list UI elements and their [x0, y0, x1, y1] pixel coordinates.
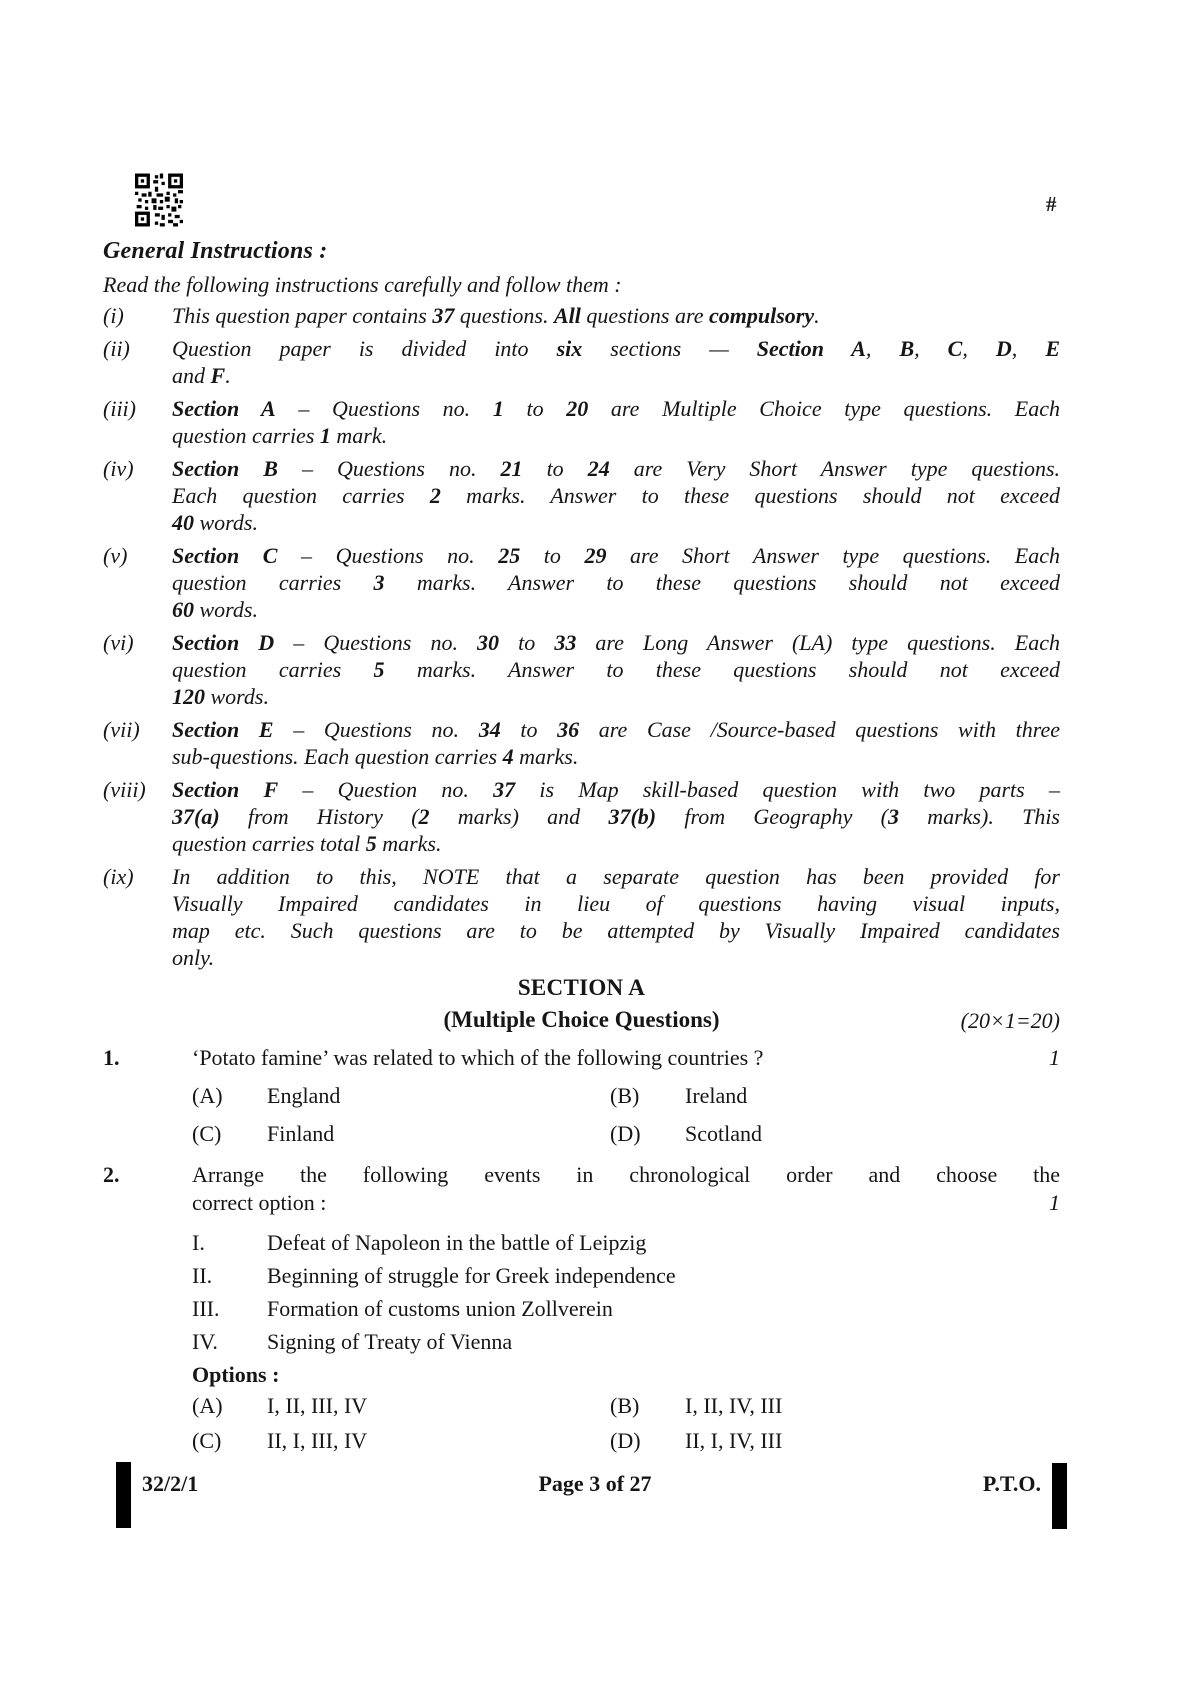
instruction-line: Section E – Questions no. 34 to 36 are Case /Source-based questions with three: [172, 717, 1061, 742]
section-subtitle: (Multiple Choice Questions): [443, 1007, 720, 1032]
event-text: Signing of Treaty of Vienna: [267, 1329, 513, 1354]
option-letter: (B): [610, 1393, 640, 1418]
footer-right-bar: [1052, 1463, 1067, 1529]
option-c: [192, 1427, 610, 1455]
qr-code-icon: [135, 173, 183, 227]
question-1-options: [192, 1082, 1060, 1148]
event-item: [192, 1259, 1060, 1292]
instruction-line: 60 words.: [172, 597, 258, 622]
event-numeral: IV.: [192, 1329, 218, 1354]
event-text: Formation of customs union Zollverein: [267, 1296, 613, 1321]
option-letter: (D): [610, 1428, 641, 1453]
instruction-item-vi: [103, 629, 1060, 710]
instruction-line: and F.: [172, 363, 231, 388]
instruction-number: (vi): [103, 630, 134, 655]
instruction-number: (iii): [103, 396, 136, 421]
instruction-line: question carries total 5 marks.: [172, 831, 442, 856]
option-text: Finland: [267, 1121, 335, 1146]
event-text: Defeat of Napoleon in the battle of Leipzig: [267, 1230, 647, 1255]
option-letter: (B): [610, 1083, 640, 1108]
option-text: II, I, IV, III: [685, 1428, 783, 1453]
instruction-line: In addition to this, NOTE that a separate question has been provided for: [172, 864, 1060, 889]
instruction-line: Section D – Questions no. 30 to 33 are Long Answer (LA) type questions. Each: [172, 630, 1060, 655]
option-b: [610, 1082, 1028, 1110]
instruction-line: Section F – Question no. 37 is Map skill-based question with two parts –: [172, 777, 1060, 802]
option-text: I, II, IV, III: [685, 1393, 783, 1418]
instruction-line: 37(a) from History (2 marks) and 37(b) from Geography (3 marks). This: [172, 804, 1060, 829]
instruction-item-iv: [103, 455, 1060, 536]
instruction-line: question carries 3 marks. Answer to these questions should not exceed: [172, 570, 1060, 595]
instruction-line: Visually Impaired candidates in lieu of questions having visual inputs,: [172, 891, 1060, 916]
option-text: II, I, III, IV: [267, 1428, 368, 1453]
instruction-item-ix: [103, 863, 1060, 971]
instruction-line: map etc. Such questions are to be attempted by Visually Impaired candidates: [172, 918, 1060, 943]
event-numeral: I.: [192, 1230, 205, 1255]
instruction-line: only.: [172, 945, 215, 970]
hash-mark: #: [1046, 192, 1057, 216]
option-text: I, II, III, IV: [267, 1393, 368, 1418]
paper-code: 32/2/1: [142, 1471, 199, 1496]
option-text: Ireland: [685, 1083, 748, 1108]
section-a-heading: [103, 973, 1060, 1034]
section-marks-scheme: (20×1=20): [960, 1008, 1060, 1033]
instruction-item-vii: [103, 716, 1060, 770]
question-text-line: correct option :: [192, 1190, 327, 1215]
event-item: [192, 1226, 1060, 1259]
question-2: [103, 1161, 1060, 1455]
instructions-subtitle: Read the following instructions carefully and follow them :: [103, 272, 622, 297]
question-text-line: Arrange the following events in chronological order and choose the: [192, 1162, 1060, 1187]
instruction-line: Each question carries 2 marks. Answer to these questions should not exceed: [172, 483, 1060, 508]
instruction-item-i: [103, 302, 1060, 329]
instruction-line: question carries 1 mark.: [172, 423, 388, 448]
question-2-events: [192, 1226, 1060, 1358]
instruction-line: Question paper is divided into six sections — Section A, B, C, D, E: [172, 336, 1060, 361]
instruction-line: Section B – Questions no. 21 to 24 are Very Short Answer type questions.: [172, 456, 1061, 481]
option-letter: (A): [192, 1083, 223, 1108]
event-text: Beginning of struggle for Greek independence: [267, 1263, 676, 1288]
question-number: 1.: [103, 1045, 120, 1070]
instruction-item-iii: [103, 395, 1060, 449]
question-2-options: [192, 1392, 1060, 1455]
question-marks: 1: [1049, 1190, 1060, 1215]
event-numeral: II.: [192, 1263, 213, 1288]
instruction-number: (viii): [103, 777, 146, 802]
instruction-line: question carries 5 marks. Answer to these questions should not exceed: [172, 657, 1060, 682]
instruction-line: Section A – Questions no. 1 to 20 are Multiple Choice type questions. Each: [172, 396, 1060, 421]
instruction-line: 40 words.: [172, 510, 258, 535]
instruction-line: Section C – Questions no. 25 to 29 are Short Answer type questions. Each: [172, 543, 1061, 568]
instruction-number: (v): [103, 543, 128, 568]
option-a: [192, 1392, 610, 1420]
event-item: [192, 1292, 1060, 1325]
instructions-list: [103, 302, 1060, 971]
general-instructions: [103, 236, 1060, 977]
option-letter: (C): [192, 1121, 222, 1146]
instruction-line: 120 words.: [172, 684, 269, 709]
event-item: [192, 1325, 1060, 1358]
instruction-item-ii: [103, 335, 1060, 389]
option-b: [610, 1392, 1028, 1420]
instruction-number: (vii): [103, 717, 140, 742]
question-number: 2.: [103, 1162, 120, 1187]
question-1: [103, 1044, 1060, 1148]
option-d: [610, 1120, 1028, 1148]
instruction-line: This question paper contains 37 questions. All questions are compulsory.: [172, 303, 820, 328]
instruction-number: (iv): [103, 456, 134, 481]
option-letter: (D): [610, 1121, 641, 1146]
option-c: [192, 1120, 610, 1148]
page-number: Page 3 of 27: [538, 1471, 652, 1496]
option-letter: (C): [192, 1428, 222, 1453]
pto-label: P.T.O.: [982, 1471, 1041, 1496]
instructions-title: General Instructions :: [103, 238, 328, 264]
options-label: Options :: [192, 1362, 280, 1387]
option-a: [192, 1082, 610, 1110]
option-letter: (A): [192, 1393, 223, 1418]
section-title: SECTION A: [517, 975, 646, 1000]
instruction-number: (i): [103, 303, 124, 328]
question-text: ‘Potato famine’ was related to which of the following countries ?: [192, 1045, 764, 1070]
option-text: England: [267, 1083, 341, 1108]
instruction-item-viii: [103, 776, 1060, 857]
option-d: [610, 1427, 1028, 1455]
option-text: Scotland: [685, 1121, 762, 1146]
instruction-line: sub-questions. Each question carries 4 marks.: [172, 744, 579, 769]
instruction-item-v: [103, 542, 1060, 623]
instruction-number: (ii): [103, 336, 130, 361]
question-marks: 1: [1049, 1045, 1060, 1070]
instruction-number: (ix): [103, 864, 134, 889]
event-numeral: III.: [192, 1296, 220, 1321]
